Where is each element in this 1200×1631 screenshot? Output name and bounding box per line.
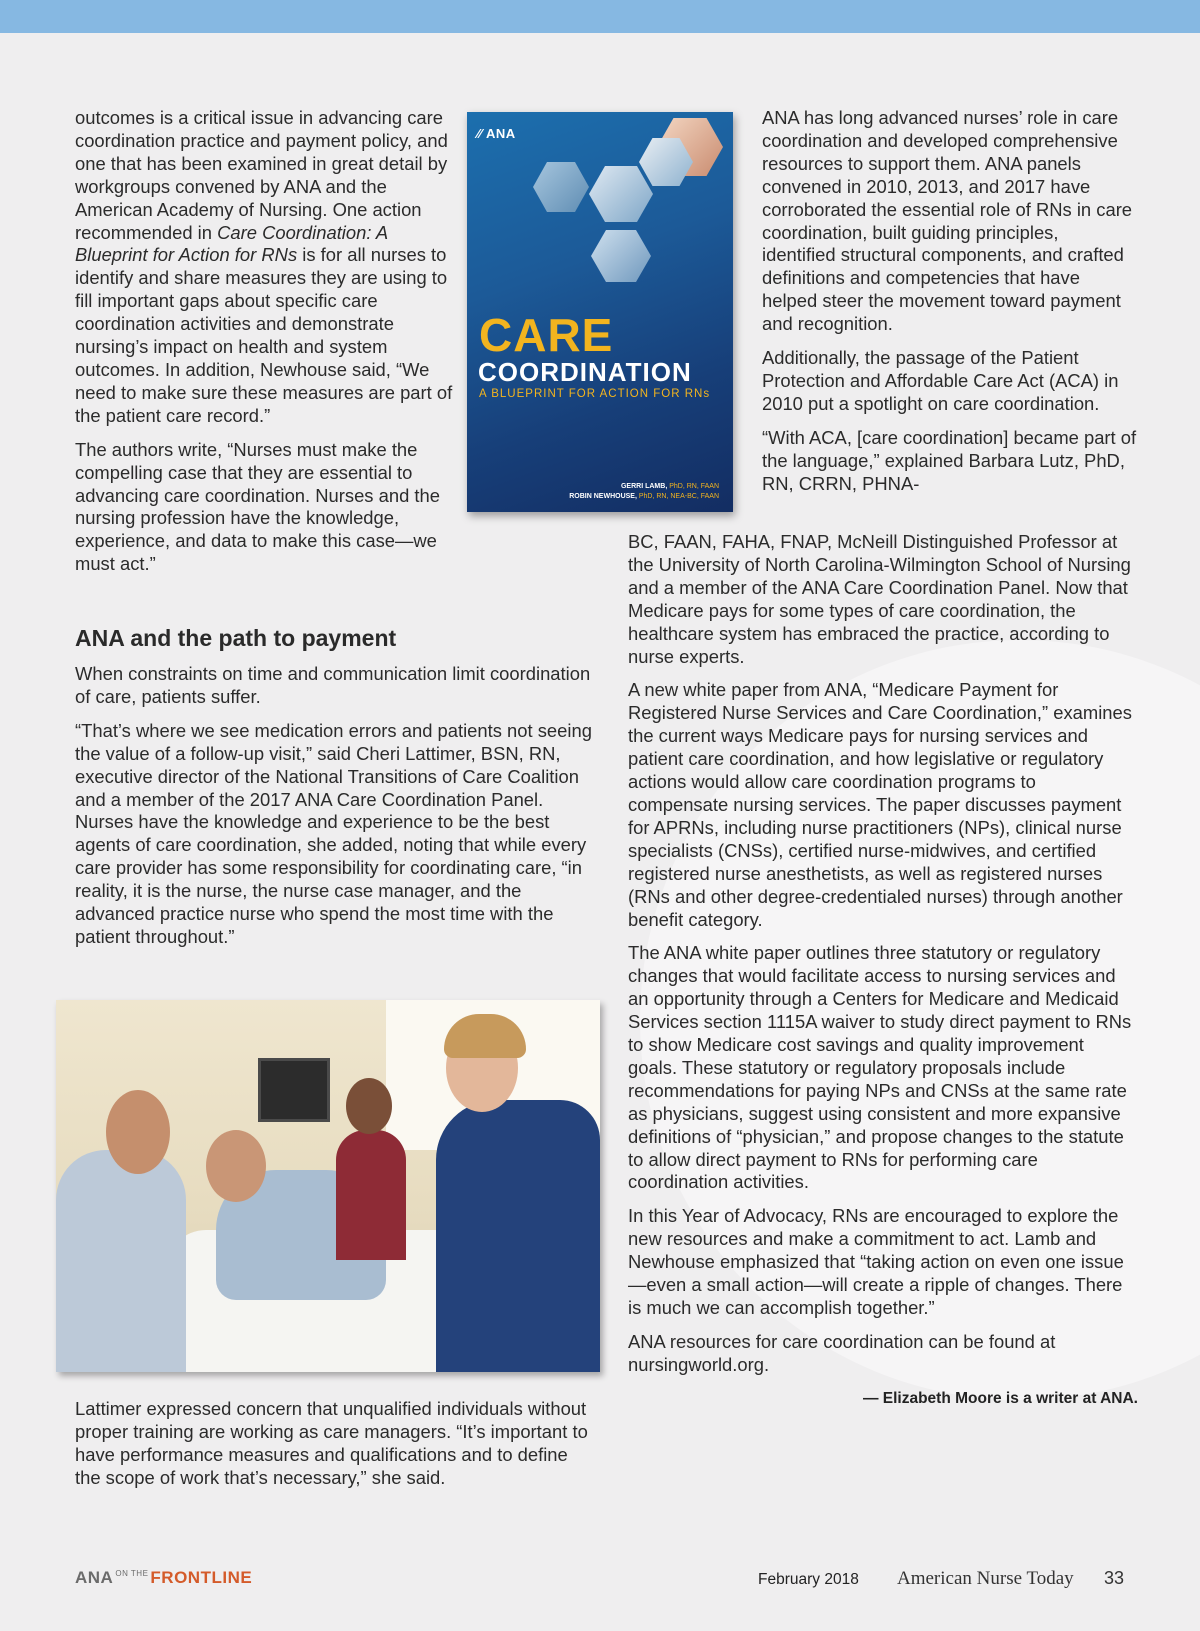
photo-hexagon (589, 166, 653, 222)
top-color-band (0, 0, 1200, 33)
photo-hexagon (533, 162, 589, 212)
book-title-care: CARE (479, 309, 614, 361)
footer-section-brand: ANA $^{ON THE}$ FRONTLINE (75, 1568, 253, 1587)
footer-date: February 2018 (758, 1571, 859, 1588)
paragraph: A new white paper from ANA, “Medicare Payment for Registered Nurse Services and Care Coordination,” examines the current ways Medicare pays for nursing services and patient care coordination, and how legislative or regulatory actions would allow care coordination programs to compensate nursing services. The paper discusses payment for APRNs, including nurse practitioners (NPs), clinical nurse specialists (CNSs), certified nurse-midwives, and certified registered nurse anesthetists, as well as registered nurses (RNs and other degree-credentialed nurses) through another benefit category. (628, 679, 1132, 930)
paragraph: ANA has long advanced nurses’ role in care coordination and developed comprehensive resources to support them. ANA panels convened in 2010, 2013, and 2017 have corroborated the essential role of RNs in care coordination, built guiding principles, identified structural components, and crafted definitions and competencies that have helped steer the movement toward payment and recognition. (762, 107, 1133, 335)
paragraph: Additionally, the passage of the Patient Protection and Affordable Care Act (ACA) in 2010 put a spotlight on care coordination. (762, 347, 1119, 414)
paragraph: In this Year of Advocacy, RNs are encouraged to explore the new resources and make a commitment to act. Lamb and Newhouse emphasized that “taking action on even one issue—even a small action—will create a ripple of changes. There is much we can accomplish together.” (628, 1205, 1124, 1318)
paragraph: When constraints on time and communication limit coordination of care, patients suffer. (75, 663, 591, 707)
left-column-after-photo (75, 1398, 595, 1501)
paragraph: outcomes is a critical issue in advancing care coordination practice and payment policy, and one that has been examined in great detail by workgroups convened by ANA and the American Academy of Nursing. One action recommended in Care Coordination: A Blueprint for Action for RNs is for all nurses to identify and share measures they are using to fill important gaps about specific care coordination activities and demonstrate nursing’s impact on health and system outcomes. In addition, Newhouse said, “We need to make sure these measures are part of the patient care record.” (75, 107, 453, 426)
visitor-head (106, 1090, 170, 1174)
hospital-photo (56, 1000, 600, 1372)
paragraph: The ANA white paper outlines three statutory or regulatory changes that would facilitate access to nursing services and an opportunity through a Centers for Medicare and Medicaid Services section 1115A waiver to study direct payment to RNs to show Medicare cost savings and quality improvement goals. These statutory or regulatory proposals include recommendations for paying NPs and CNSs at the same rate as physicians, suggest using consistent and more expansive definitions of “physician,” and propose changes to the statute to allow direct payment to RNs for performing care coordination activities. (628, 942, 1132, 1193)
paragraph: BC, FAAN, FAHA, FNAP, McNeill Distinguished Professor at the University of North Carolina-Wilmington School of Nursing and a member of the ANA Care Coordination Panel. Now that Medicare pays for some types of care coordination, the healthcare system has embraced the practice, according to nurse experts. (628, 531, 1131, 667)
nurse-blue-figure (436, 1100, 600, 1372)
book-cover-image (467, 112, 733, 512)
nurse-burgundy-head (346, 1078, 392, 1134)
nurse-burgundy-figure (336, 1130, 406, 1260)
author-byline: — Elizabeth Moore is a writer at ANA. (862, 1389, 1138, 1407)
right-column-top (762, 107, 1137, 496)
ana-logo: ⁄⁄ ANA (477, 126, 516, 141)
book-subtitle: A BLUEPRINT FOR ACTION FOR RNs (479, 388, 711, 400)
footer-magazine-title: American Nurse Today (897, 1568, 1074, 1589)
patient-head (206, 1130, 266, 1202)
book-title-italic: Care Coordination: A Blueprint for Action for RNs (75, 221, 388, 266)
paragraph: ANA resources for care coordination can be found at nursingworld.org. (628, 1330, 1056, 1375)
book-title-coordination: COORDINATION (478, 357, 692, 387)
left-column-top (75, 107, 457, 587)
tv-monitor (258, 1058, 330, 1122)
paragraph: The authors write, “Nurses must make the compelling case that they are essential to advancing care coordination. Nurses and the nursing profession have the knowledge, experience, and data to make this case—we must act.” (75, 438, 440, 575)
visitor-figure (56, 1150, 186, 1372)
section-heading: ANA and the path to payment (75, 625, 397, 651)
right-column-main (628, 531, 1138, 1411)
paragraph: “With ACA, [care coordination] became part of the language,” explained Barbara Lutz, PhD, RN, CRRN, PHNA- (762, 426, 1137, 494)
paragraph: “That’s where we see medication errors and patients not seeing the value of a follow-up visit,” said Cheri Lattimer, BSN, RN, executive director of the National Transitions of Care Coalition and a member of the 2017 ANA Care Coordination Panel. Nurses have the knowledge and experience to be the best agents of care coordination, she added, noting that while every care provider has some responsibility for coordinating care, “in reality, it is the nurse, the nurse case manager, and the advanced practice nurse who spend the most time with the patient throughout.” (75, 719, 592, 947)
page-number: 33 (1104, 1568, 1125, 1588)
paragraph: Lattimer expressed concern that unqualified individuals without proper training are working as care managers. “It’s important to have performance measures and qualifications and to define the scope of work that’s necessary,” she said. (75, 1398, 588, 1488)
left-column-bottom (75, 623, 595, 960)
book-authors: GERRI LAMB, PhD, RN, FAAN ROBIN NEWHOUSE, PhD, RN, NEA-BC, FAAN (569, 483, 719, 500)
photo-hexagon (591, 230, 651, 282)
